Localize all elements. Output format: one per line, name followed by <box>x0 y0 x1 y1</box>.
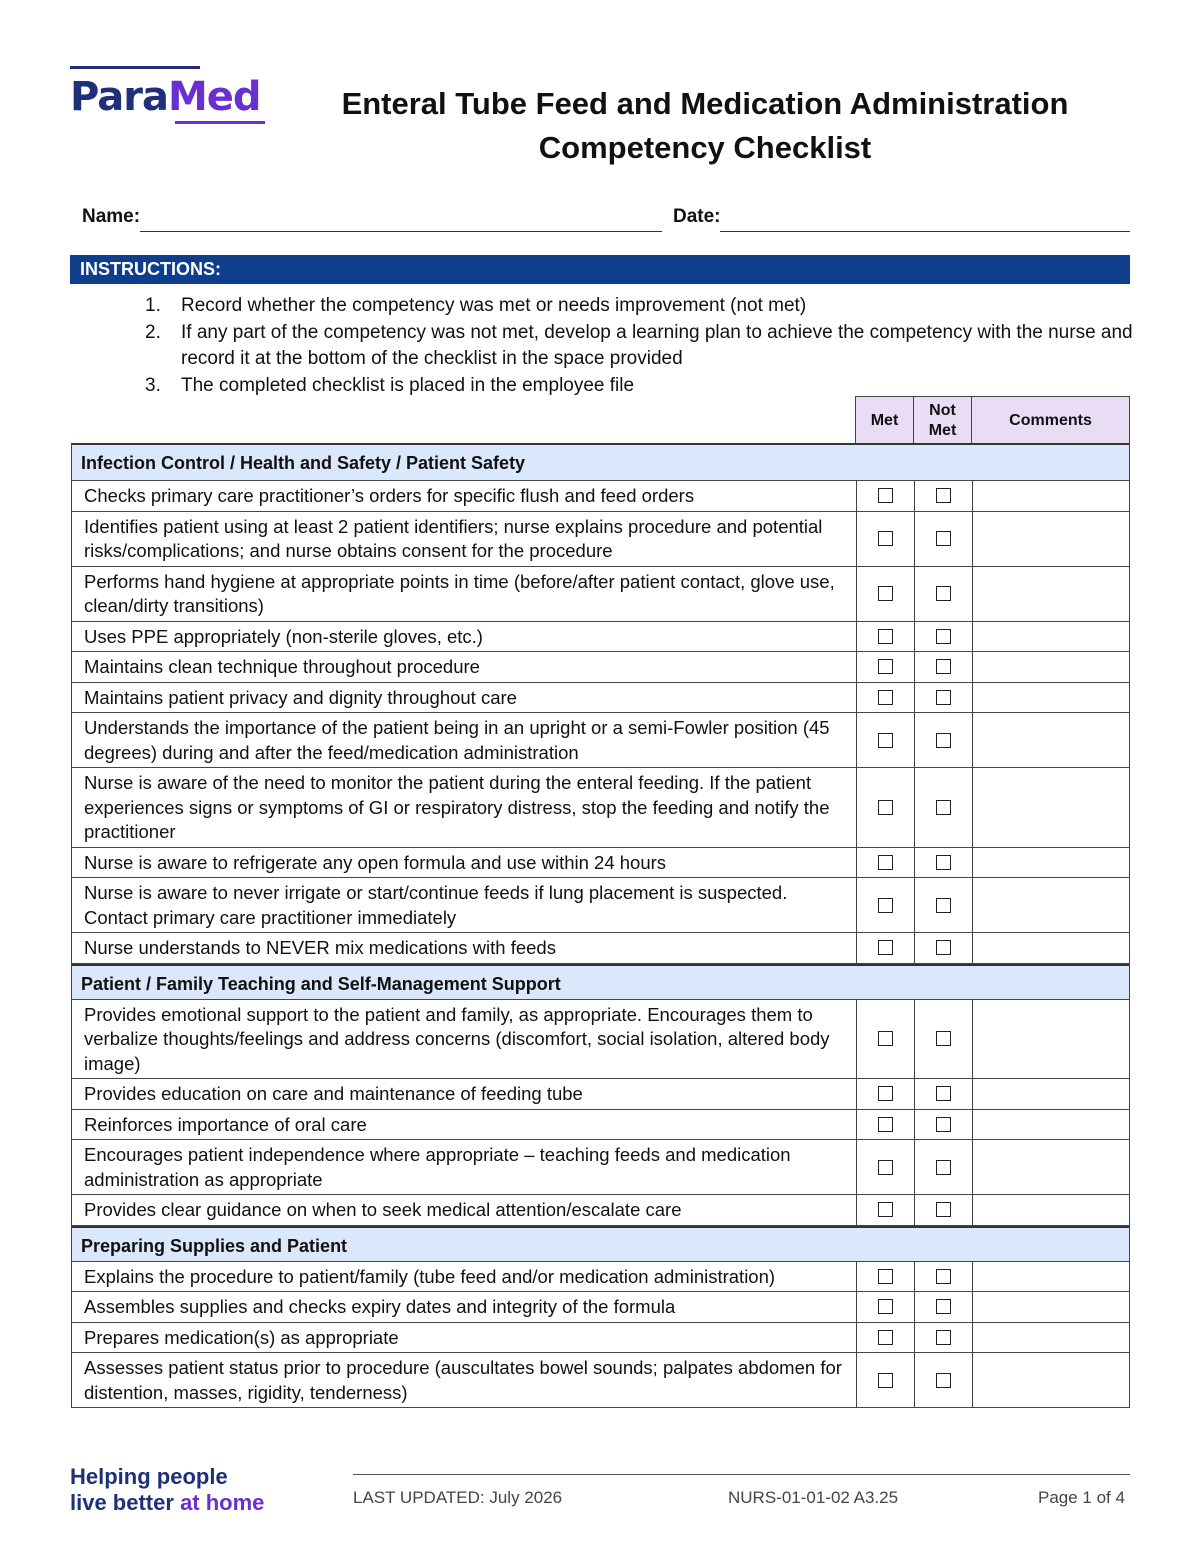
logo-top-bar <box>70 66 200 69</box>
met-checkbox[interactable] <box>878 629 893 644</box>
not-met-cell <box>914 878 972 932</box>
table-row <box>72 1000 1129 1080</box>
competency-text: Performs hand hygiene at appropriate points in time (before/after patient contact, glove use, clean/dirty transitions) <box>84 570 835 616</box>
met-checkbox[interactable] <box>878 1086 893 1101</box>
logo-underline <box>175 121 265 124</box>
met-checkbox[interactable] <box>878 1160 893 1175</box>
not-met-cell <box>914 512 972 566</box>
table-row <box>72 1262 1129 1293</box>
checklist-table <box>71 443 1130 1408</box>
table-row <box>72 713 1129 768</box>
table-row <box>72 567 1129 622</box>
met-cell <box>856 512 914 566</box>
paramed-logo <box>70 66 265 124</box>
not-met-checkbox[interactable] <box>936 733 951 748</box>
table-row <box>72 1079 1129 1110</box>
competency-text: Maintains patient privacy and dignity throughout care <box>84 686 517 708</box>
met-checkbox[interactable] <box>878 855 893 870</box>
met-cell <box>856 1353 914 1407</box>
not-met-checkbox[interactable] <box>936 690 951 705</box>
not-met-cell <box>914 933 972 963</box>
instruction-text: Record whether the competency was met or needs improvement (not met) <box>181 295 807 316</box>
footer-divider <box>353 1474 1130 1475</box>
date-label: Date: <box>673 206 721 227</box>
comments-cell[interactable] <box>972 933 1129 963</box>
comments-cell[interactable] <box>972 1195 1129 1225</box>
met-cell <box>856 567 914 621</box>
met-cell <box>856 683 914 713</box>
met-checkbox[interactable] <box>878 1373 893 1388</box>
tagline <box>70 1464 264 1516</box>
met-checkbox[interactable] <box>878 659 893 674</box>
not-met-checkbox[interactable] <box>936 1031 951 1046</box>
section-header: Infection Control / Health and Safety / Patient Safety <box>72 445 1129 481</box>
table-row <box>72 1323 1129 1354</box>
section-header: Patient / Family Teaching and Self-Management Support <box>72 964 1129 1000</box>
competency-text: Provides education on care and maintenance of feeding tube <box>84 1083 583 1104</box>
not-met-cell <box>914 1353 972 1407</box>
comments-cell[interactable] <box>972 1000 1129 1079</box>
met-checkbox[interactable] <box>878 1202 893 1217</box>
section-header: Preparing Supplies and Patient <box>72 1226 1129 1262</box>
logo-wordmark <box>70 75 265 119</box>
page-title <box>300 82 1110 170</box>
not-met-column-header: Not Met <box>913 397 971 444</box>
not-met-checkbox[interactable] <box>936 1373 951 1388</box>
table-row <box>72 1110 1129 1141</box>
table-row <box>72 878 1129 933</box>
comments-cell[interactable] <box>972 1292 1129 1322</box>
title-line-2: Competency Checklist <box>538 130 872 165</box>
comments-cell[interactable] <box>972 1323 1129 1353</box>
met-cell <box>856 1323 914 1353</box>
not-met-checkbox[interactable] <box>936 1299 951 1314</box>
table-row <box>72 768 1129 848</box>
competency-text: Identifies patient using at least 2 patient identifiers; nurse explains procedure and potential risks/complications; and nurse obtains consent for the procedure <box>84 515 823 561</box>
table-row <box>72 848 1129 879</box>
not-met-cell <box>914 622 972 652</box>
competency-text: Nurse is aware to never irrigate or start/continue feeds if lung placement is suspected. Contact primary care practitioner immediately <box>84 882 788 928</box>
comments-cell[interactable] <box>972 1079 1129 1109</box>
not-met-checkbox[interactable] <box>936 1117 951 1132</box>
table-row <box>72 652 1129 683</box>
competency-text: Provides emotional support to the patient and family, as appropriate. Encourages them to verbalize thoughts/feelings and address concerns (discomfort, social isolation, altered body image) <box>84 1003 830 1074</box>
met-cell <box>856 622 914 652</box>
table-header <box>855 396 1130 444</box>
met-checkbox[interactable] <box>878 940 893 955</box>
instruction-item <box>145 320 1135 373</box>
not-met-cell <box>914 1323 972 1353</box>
instruction-number: 3. <box>145 374 161 396</box>
not-met-cell <box>914 683 972 713</box>
comments-cell[interactable] <box>972 713 1129 767</box>
comments-cell[interactable] <box>972 622 1129 652</box>
competency-text: Nurse is aware of the need to monitor the patient during the enteral feeding. If the patient experiences signs or symptoms of GI or respiratory distress, stop the feeding and notify the practitioner <box>84 772 830 842</box>
comments-column-header: Comments <box>971 397 1130 444</box>
not-met-cell <box>914 768 972 847</box>
met-checkbox[interactable] <box>878 1117 893 1132</box>
not-met-cell <box>914 848 972 878</box>
tagline-line-2 <box>70 1490 264 1516</box>
table-row <box>72 683 1129 714</box>
met-checkbox[interactable] <box>878 488 893 503</box>
comments-cell[interactable] <box>972 683 1129 713</box>
not-met-checkbox[interactable] <box>936 940 951 955</box>
not-met-checkbox[interactable] <box>936 1330 951 1345</box>
competency-text: Uses PPE appropriately (non-sterile gloves, etc.) <box>84 625 483 647</box>
met-cell <box>856 1000 914 1079</box>
instruction-item <box>145 293 1135 320</box>
name-date-row <box>82 206 1130 234</box>
not-met-checkbox[interactable] <box>936 1202 951 1217</box>
met-checkbox[interactable] <box>878 586 893 601</box>
name-label: Name: <box>82 206 141 227</box>
comments-cell[interactable] <box>972 512 1129 566</box>
met-column-header: Met <box>855 397 913 444</box>
title-line-1: Enteral Tube Feed and Medication Administration <box>341 86 1069 121</box>
met-cell <box>856 768 914 847</box>
not-met-cell <box>914 652 972 682</box>
met-cell <box>856 1140 914 1194</box>
instructions-heading: INSTRUCTIONS: <box>70 255 1130 284</box>
table-row <box>72 1292 1129 1323</box>
met-checkbox[interactable] <box>878 1031 893 1046</box>
met-cell <box>856 848 914 878</box>
document-code: NURS-01-01-02 A3.25 <box>728 1488 899 1507</box>
competency-text: Provides clear guidance on when to seek medical attention/escalate care <box>84 1199 682 1220</box>
comments-cell[interactable] <box>972 1140 1129 1194</box>
instruction-number: 2. <box>145 321 161 343</box>
met-checkbox[interactable] <box>878 898 893 913</box>
met-cell <box>856 1110 914 1140</box>
met-checkbox[interactable] <box>878 800 893 815</box>
competency-text: Assesses patient status prior to procedure (auscultates bowel sounds; palpates abdomen for distention, masses, rigidity, tenderness) <box>84 1357 842 1403</box>
not-met-checkbox[interactable] <box>936 855 951 870</box>
met-cell <box>856 878 914 932</box>
not-met-cell <box>914 1195 972 1225</box>
instruction-text: If any part of the competency was not met, develop a learning plan to achieve the competency with the nurse and record it at the bottom of the checklist in the space provided <box>181 321 1133 369</box>
not-met-checkbox[interactable] <box>936 1269 951 1284</box>
met-checkbox[interactable] <box>878 1299 893 1314</box>
table-row <box>72 933 1129 964</box>
not-met-cell <box>914 567 972 621</box>
page-number: Page 1 of 4 <box>1038 1488 1125 1507</box>
instructions-list <box>145 293 1135 399</box>
not-met-checkbox[interactable] <box>936 1086 951 1101</box>
table-row <box>72 1140 1129 1195</box>
comments-cell[interactable] <box>972 768 1129 847</box>
table-row <box>72 622 1129 653</box>
met-cell <box>856 1292 914 1322</box>
not-met-checkbox[interactable] <box>936 1160 951 1175</box>
not-met-checkbox[interactable] <box>936 800 951 815</box>
competency-text: Explains the procedure to patient/family (tube feed and/or medication administration) <box>84 1265 776 1287</box>
competency-text: Checks primary care practitioner’s orders for specific flush and feed orders <box>84 485 695 506</box>
met-checkbox[interactable] <box>878 531 893 546</box>
logo-med: Med <box>167 74 261 120</box>
met-cell <box>856 481 914 511</box>
table-row <box>72 481 1129 512</box>
not-met-cell <box>914 481 972 511</box>
met-cell <box>856 1262 914 1292</box>
not-met-checkbox[interactable] <box>936 488 951 503</box>
met-cell <box>856 933 914 963</box>
comments-cell[interactable] <box>972 652 1129 682</box>
last-updated: LAST UPDATED: July 2026 <box>353 1488 563 1507</box>
tagline-live-better: live better <box>70 1490 174 1515</box>
met-cell <box>856 1195 914 1225</box>
met-cell <box>856 652 914 682</box>
not-met-checkbox[interactable] <box>936 531 951 546</box>
met-cell <box>856 713 914 767</box>
table-row <box>72 1195 1129 1226</box>
not-met-cell <box>914 1262 972 1292</box>
competency-text: Encourages patient independence where appropriate – teaching feeds and medication administration as appropriate <box>84 1144 791 1190</box>
page-footer <box>0 1460 1200 1520</box>
competency-text: Nurse is aware to refrigerate any open formula and use within 24 hours <box>84 851 667 873</box>
tagline-line-1: Helping people <box>70 1464 228 1489</box>
table-row <box>72 1353 1129 1408</box>
comments-cell[interactable] <box>972 1262 1129 1292</box>
comments-cell[interactable] <box>972 878 1129 932</box>
date-field[interactable] <box>720 231 1130 232</box>
met-checkbox[interactable] <box>878 733 893 748</box>
not-met-cell <box>914 1079 972 1109</box>
comments-cell[interactable] <box>972 848 1129 878</box>
competency-text: Reinforces importance of oral care <box>84 1113 367 1135</box>
not-met-checkbox[interactable] <box>936 586 951 601</box>
competency-text: Prepares medication(s) as appropriate <box>84 1326 399 1348</box>
comments-cell[interactable] <box>972 481 1129 511</box>
logo-para: Para <box>70 74 168 120</box>
met-checkbox[interactable] <box>878 690 893 705</box>
comments-cell[interactable] <box>972 1110 1129 1140</box>
name-field[interactable] <box>140 231 662 232</box>
comments-cell[interactable] <box>972 1353 1129 1407</box>
not-met-checkbox[interactable] <box>936 659 951 674</box>
instruction-number: 1. <box>145 295 161 316</box>
not-met-cell <box>914 1292 972 1322</box>
not-met-cell <box>914 713 972 767</box>
instruction-text: The completed checklist is placed in the employee file <box>181 374 635 396</box>
not-met-checkbox[interactable] <box>936 898 951 913</box>
met-checkbox[interactable] <box>878 1330 893 1345</box>
competency-text: Maintains clean technique throughout procedure <box>84 656 480 677</box>
table-row <box>72 512 1129 567</box>
competency-text: Assembles supplies and checks expiry dates and integrity of the formula <box>84 1296 676 1317</box>
competency-text: Nurse understands to NEVER mix medications with feeds <box>84 937 556 958</box>
not-met-cell <box>914 1000 972 1079</box>
competency-text: Understands the importance of the patient being in an upright or a semi-Fowler position (45 degrees) during and after the feed/medication administration <box>84 717 830 763</box>
not-met-checkbox[interactable] <box>936 629 951 644</box>
met-cell <box>856 1079 914 1109</box>
comments-cell[interactable] <box>972 567 1129 621</box>
not-met-cell <box>914 1140 972 1194</box>
not-met-cell <box>914 1110 972 1140</box>
met-checkbox[interactable] <box>878 1269 893 1284</box>
tagline-at-home: at home <box>180 1490 265 1515</box>
